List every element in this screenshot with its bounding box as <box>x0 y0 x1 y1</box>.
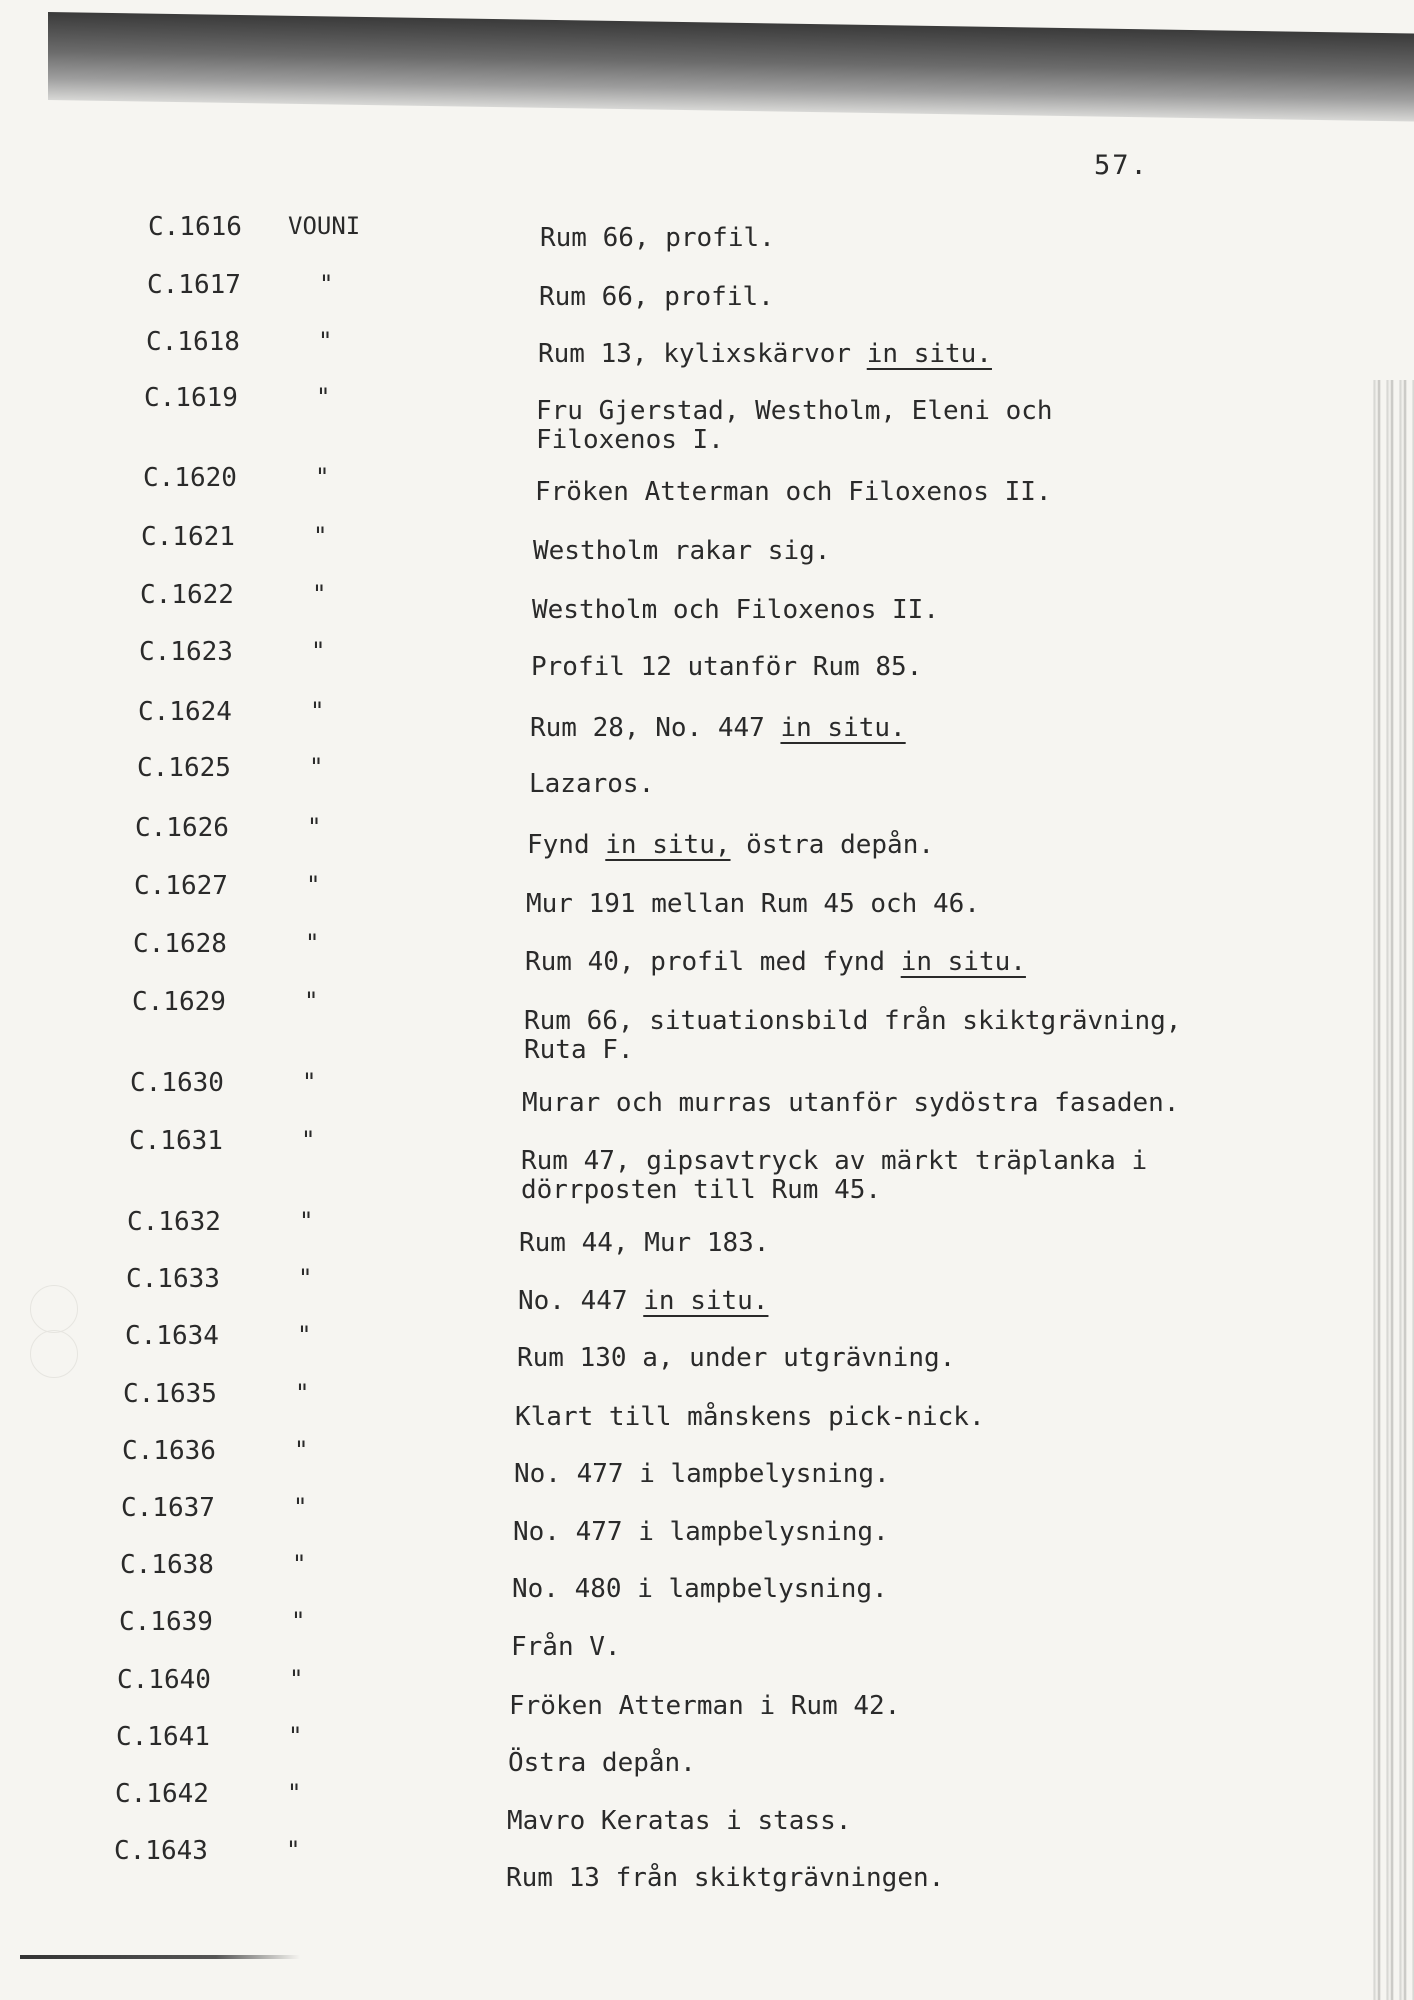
description-text: Fröken Atterman i Rum 42. <box>509 1691 901 1721</box>
photo-description <box>509 1692 900 1721</box>
description-text: Profil 12 utanför Rum 85. <box>531 652 923 682</box>
ledger-entry <box>0 1321 1414 1381</box>
photo-description <box>536 397 1053 455</box>
description-text: No. 480 i lampbelysning. <box>512 1574 888 1604</box>
photo-number: C.1641 <box>116 1722 210 1752</box>
ledger-entry <box>0 383 1414 455</box>
photo-description <box>526 890 980 919</box>
site-name: " <box>288 1722 303 1750</box>
ledger-entry <box>0 987 1414 1065</box>
ledger-entry <box>0 212 1414 272</box>
description-text: Rum 66, profil. <box>540 223 775 253</box>
photo-description <box>518 1287 768 1316</box>
in-situ-underlined: in situ. <box>866 339 992 369</box>
description-text: Murar och murras utanför sydöstra fasaden. <box>522 1088 1180 1118</box>
ledger-entry <box>0 1436 1414 1496</box>
page-number: 57. <box>1094 150 1149 181</box>
description-text: Klart till månskens pick-nick. <box>515 1402 985 1432</box>
photo-number: C.1640 <box>117 1665 211 1695</box>
photo-number: C.1620 <box>143 463 237 493</box>
photo-number: C.1639 <box>119 1607 213 1637</box>
photo-description <box>517 1344 955 1373</box>
description-text: Från V. <box>511 1632 621 1662</box>
scan-bottom-mark <box>20 1955 300 1959</box>
site-name: " <box>294 1436 309 1464</box>
site-name: " <box>302 1068 317 1096</box>
photo-number: C.1629 <box>132 987 226 1017</box>
ledger-entry <box>0 1264 1414 1324</box>
site-name: " <box>311 637 326 665</box>
photo-number: C.1617 <box>147 270 241 300</box>
photo-description <box>539 283 774 312</box>
site-name: " <box>305 929 320 957</box>
photo-description <box>506 1864 944 1893</box>
description-text: Rum 13, kylixskärvor <box>538 339 867 369</box>
description-text: No. 477 i lampbelysning. <box>514 1459 890 1489</box>
photo-number: C.1631 <box>129 1126 223 1156</box>
site-name: " <box>309 753 324 781</box>
photo-number: C.1635 <box>123 1379 217 1409</box>
photo-number: C.1634 <box>125 1321 219 1351</box>
in-situ-underlined: in situ. <box>900 947 1026 977</box>
ledger-entry <box>0 1779 1414 1839</box>
in-situ-underlined: in situ. <box>643 1286 769 1316</box>
photo-number: C.1624 <box>138 697 232 727</box>
description-text: Fru Gjerstad, Westholm, Eleni och Filoxenos I. <box>536 396 1053 455</box>
ledger-entry <box>0 813 1414 873</box>
site-name: " <box>292 1550 307 1578</box>
photo-description <box>512 1575 888 1604</box>
ledger-entry <box>0 1550 1414 1610</box>
site-name: " <box>287 1779 302 1807</box>
site-name: " <box>295 1379 310 1407</box>
description-text: Rum 13 från skiktgrävningen. <box>506 1863 945 1893</box>
ledger-entry <box>0 270 1414 330</box>
description-text: Rum 44, Mur 183. <box>519 1228 770 1258</box>
site-name: VOUNI <box>288 212 361 240</box>
ledger-entry <box>0 929 1414 989</box>
description-text: Rum 28, No. 447 <box>530 713 781 743</box>
photo-number: C.1626 <box>135 813 229 843</box>
site-name: " <box>316 383 331 411</box>
photo-number: C.1637 <box>121 1493 215 1523</box>
photo-description <box>515 1403 985 1432</box>
ledger-entry <box>0 1207 1414 1267</box>
photo-number: C.1632 <box>127 1207 221 1237</box>
photo-description <box>511 1633 621 1662</box>
description-tail: östra depån. <box>730 830 935 860</box>
photo-number: C.1627 <box>134 871 228 901</box>
photo-number: C.1630 <box>130 1068 224 1098</box>
site-name: " <box>299 1207 314 1235</box>
photo-number: C.1623 <box>139 637 233 667</box>
ledger-entry <box>0 697 1414 757</box>
description-text: Mur 191 mellan Rum 45 och 46. <box>526 889 980 919</box>
ledger-entry <box>0 1607 1414 1667</box>
photo-number: C.1643 <box>114 1836 208 1866</box>
description-text: Rum 47, gipsavtryck av märkt träplanka i dörrposten till Rum 45. <box>521 1146 1148 1205</box>
photo-description <box>540 224 775 253</box>
description-text: Fröken Atterman och Filoxenos II. <box>535 477 1052 507</box>
site-name: " <box>297 1321 312 1349</box>
photo-description <box>522 1089 1179 1118</box>
ledger-entry <box>0 1836 1414 1896</box>
photo-number: C.1642 <box>115 1779 209 1809</box>
description-text: Rum 130 a, under utgrävning. <box>517 1343 956 1373</box>
site-name: " <box>293 1493 308 1521</box>
ledger-entry <box>0 753 1414 813</box>
photo-number: C.1616 <box>148 212 242 242</box>
description-text: Mavro Keratas i stass. <box>507 1806 852 1836</box>
ledger-entry <box>0 871 1414 931</box>
site-name: " <box>298 1264 313 1292</box>
photo-description <box>535 478 1052 507</box>
photo-description <box>529 770 654 799</box>
photo-description <box>524 1007 1181 1065</box>
ledger-entry <box>0 1493 1414 1553</box>
site-name: " <box>315 463 330 491</box>
ledger-entry <box>0 522 1414 582</box>
description-text: Westholm och Filoxenos II. <box>532 595 939 625</box>
description-text: No. 447 <box>518 1286 644 1316</box>
site-name: " <box>291 1607 306 1635</box>
scan-top-edge <box>48 12 1414 121</box>
ledger-entry <box>0 637 1414 697</box>
photo-number: C.1619 <box>144 383 238 413</box>
photo-description <box>532 596 939 625</box>
ledger-entry <box>0 1068 1414 1128</box>
site-name: " <box>301 1126 316 1154</box>
site-name: " <box>319 270 334 298</box>
description-text: Fynd <box>527 830 606 860</box>
photo-description <box>538 340 992 369</box>
photo-number: C.1633 <box>126 1264 220 1294</box>
ledger-entry <box>0 327 1414 387</box>
site-name: " <box>306 871 321 899</box>
description-text: Westholm rakar sig. <box>533 536 831 566</box>
photo-description <box>525 948 1026 977</box>
photo-number: C.1638 <box>120 1550 214 1580</box>
photo-number: C.1628 <box>133 929 227 959</box>
photo-description <box>508 1749 696 1778</box>
site-name: " <box>313 522 328 550</box>
ledger-entry <box>0 1722 1414 1782</box>
description-text: Östra depån. <box>508 1748 696 1778</box>
in-situ-underlined: in situ. <box>780 713 906 743</box>
photo-description <box>519 1229 769 1258</box>
site-name: " <box>318 327 333 355</box>
site-name: " <box>286 1836 301 1864</box>
photo-number: C.1625 <box>137 753 231 783</box>
description-text: Rum 66, profil. <box>539 282 774 312</box>
description-text: Rum 66, situationsbild från skiktgrävning, Ruta F. <box>524 1006 1182 1065</box>
photo-description <box>527 831 934 860</box>
photo-description <box>513 1518 889 1547</box>
ledger-entry <box>0 1379 1414 1439</box>
photo-description <box>507 1807 851 1836</box>
photo-description <box>530 714 906 743</box>
description-text: Rum 40, profil med fynd <box>525 947 901 977</box>
description-text: No. 477 i lampbelysning. <box>513 1517 889 1547</box>
ledger-entry <box>0 1126 1414 1205</box>
site-name: " <box>312 580 327 608</box>
photo-number: C.1636 <box>122 1436 216 1466</box>
photo-number: C.1622 <box>140 580 234 610</box>
site-name: " <box>304 987 319 1015</box>
in-situ-underlined: in situ, <box>605 830 731 860</box>
description-text: Lazaros. <box>529 769 655 799</box>
site-name: " <box>289 1665 304 1693</box>
site-name: " <box>307 813 322 841</box>
photo-description <box>521 1147 1147 1205</box>
ledger-entry <box>0 580 1414 640</box>
photo-description <box>533 537 830 566</box>
site-name: " <box>310 697 325 725</box>
photo-description <box>531 653 922 682</box>
ledger-entry <box>0 463 1414 523</box>
ledger-entry <box>0 1665 1414 1725</box>
photo-number: C.1618 <box>146 327 240 357</box>
photo-description <box>514 1460 890 1489</box>
photo-number: C.1621 <box>141 522 235 552</box>
